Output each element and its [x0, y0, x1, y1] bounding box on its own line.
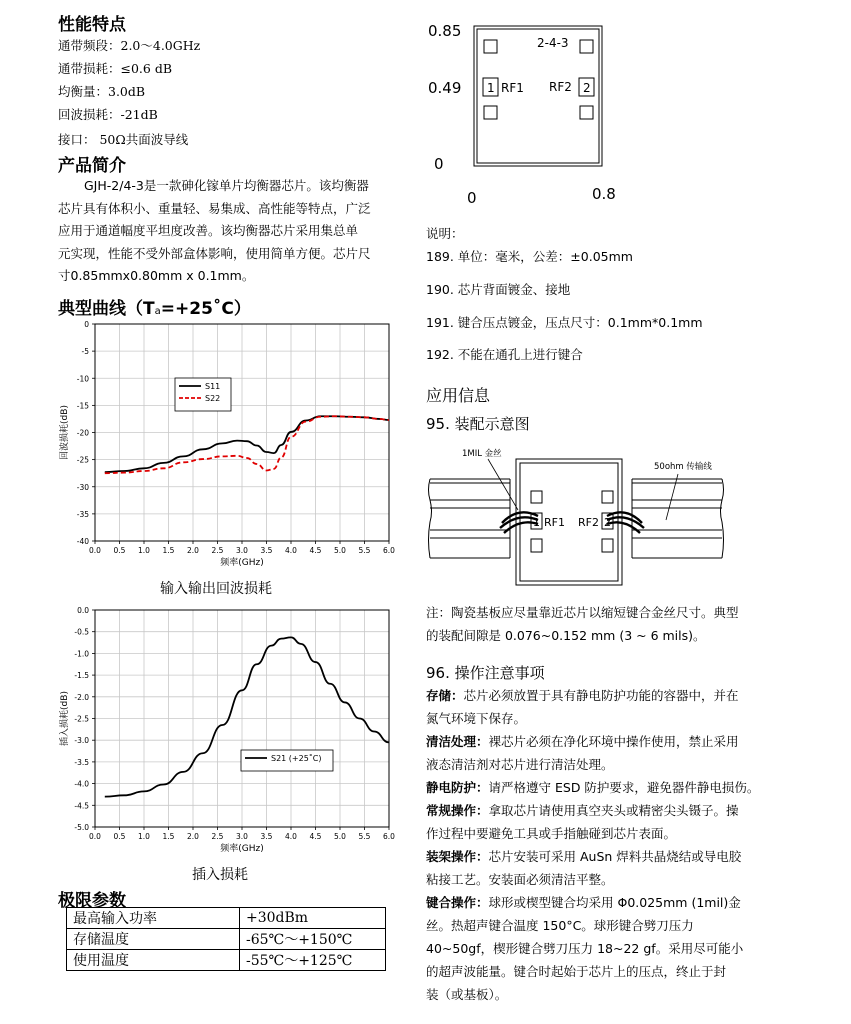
limits-table: [66, 907, 386, 971]
pad-1-label: 1: [533, 516, 540, 529]
bond-pad: [484, 106, 497, 119]
y-axis-label: 回波损耗(dB): [60, 405, 70, 460]
outline-x-right: 0.8: [592, 185, 616, 203]
series-line-s11: [105, 416, 389, 472]
x-tick-label: 4.5: [309, 546, 322, 555]
rf1-label: RF1: [501, 81, 524, 95]
limit-name: 存储温度: [67, 929, 240, 950]
x-tick-label: 5.0: [334, 546, 346, 555]
rf1-label: RF1: [544, 516, 565, 529]
x-tick-label: 2.5: [211, 546, 224, 555]
left-substrate: [429, 479, 511, 558]
esd-label: 静电防护：: [426, 780, 489, 795]
limit-name: 最高输入功率: [67, 908, 240, 929]
bonding-line: 丝。热超声键合温度 150°C。球形键合劈刀压力: [426, 918, 694, 933]
outline-y-bottom: 0: [434, 155, 444, 173]
precautions-title: 96. 操作注意事项: [426, 664, 545, 682]
y-tick-label: -2.5: [74, 714, 89, 724]
intro-line: 寸0.85mmx0.80mm x 0.1mm。: [58, 268, 255, 283]
bonding-line: 的超声波能量。键合时起始于芯片上的压点，终止于封: [426, 964, 727, 979]
y-tick-label: -5.0: [74, 823, 89, 832]
x-tick-label: 0.0: [89, 546, 101, 555]
outline-y-mid: 0.49: [428, 79, 462, 97]
y-tick-label: -40: [76, 537, 89, 546]
pad-1-label: 1: [487, 81, 495, 95]
y-tick-label: -4.0: [74, 779, 89, 789]
x-tick-label: 1.0: [138, 832, 150, 841]
return-loss-caption: 输入输出回波损耗: [160, 581, 272, 597]
x-tick-label: 4.0: [285, 546, 297, 555]
table-row: [67, 950, 386, 971]
bonding-line: 40~50gf，楔形键合劈刀压力 18~22 gf。采用尽可能小: [426, 941, 744, 956]
y-tick-label: -3.5: [74, 757, 89, 767]
y-tick-label: -5: [81, 347, 89, 357]
x-tick-label: 6.0: [383, 546, 395, 555]
legend-label: S11: [205, 382, 221, 391]
curves-title-main: 典型曲线（T: [58, 299, 155, 319]
chip-name-label: 2-4-3: [537, 36, 569, 50]
bond-pad: [580, 106, 593, 119]
mounting-line: 芯片安装可采用 AuSn 焊料共晶烧结或导电胶: [488, 849, 742, 864]
right-substrate: [632, 479, 724, 558]
return-loss-chart: [55, 316, 400, 576]
x-tick-label: 2.0: [187, 832, 199, 841]
x-tick-label: 5.0: [334, 832, 346, 841]
intro-line: 元实现，性能不受外部盒体影响，使用简单方便。芯片尺: [58, 245, 371, 261]
limit-value: -55℃～+125℃: [240, 950, 386, 971]
y-tick-label: -20: [76, 428, 89, 438]
bonding-line: 装（或基板）。: [426, 987, 508, 1002]
series-line-s22: [105, 416, 389, 473]
bond-pad: [484, 40, 497, 53]
table-row: [67, 908, 386, 929]
note-item: 192. 不能在通孔上进行键合: [426, 347, 583, 362]
x-tick-label: 2.0: [187, 546, 199, 555]
bond-pad: [531, 539, 542, 552]
x-axis-label: 频率(GHz): [220, 558, 264, 568]
x-tick-label: 0.5: [113, 832, 126, 841]
storage-line: 氮气环境下保存。: [426, 711, 527, 726]
feature-equalization: 均衡量：3.0dB: [58, 84, 146, 99]
curves-title-sub: a: [154, 306, 161, 317]
pad-2-label: 2: [604, 516, 611, 529]
x-tick-label: 5.5: [358, 832, 371, 841]
storage-line: 芯片必须放置于具有静电防护功能的容器中，并在: [463, 688, 739, 703]
intro-line: 芯片具有体积小、重量轻、易集成、高性能等特点，广泛: [58, 200, 371, 216]
limit-value: +30dBm: [240, 908, 386, 929]
x-tick-label: 0.5: [113, 546, 126, 555]
outline-x-left: 0: [467, 189, 477, 206]
intro-line: 应用于通道幅度平坦度改善。该均衡器芯片采用集总单: [58, 223, 359, 238]
x-tick-label: 1.5: [162, 832, 175, 841]
bonding-line: 球形或楔型键合均采用 Φ0.025mm (1mil)金: [488, 895, 741, 910]
y-tick-label: -1.0: [74, 649, 89, 659]
y-tick-label: -4.5: [74, 801, 89, 811]
intro-title: 产品简介: [58, 156, 126, 176]
curves-title-end: =+25˚C）: [160, 299, 251, 319]
y-tick-label: -2.0: [74, 692, 89, 702]
x-tick-label: 5.5: [358, 546, 371, 555]
y-tick-label: 0: [84, 320, 89, 329]
note-item: 190. 芯片背面镀金、接地: [426, 282, 571, 297]
bond-pad: [602, 539, 613, 552]
storage-label: 存储：: [426, 688, 464, 703]
y-tick-label: -35: [76, 509, 89, 519]
feature-passband: 通带频段：2.0～4.0GHz: [58, 38, 201, 53]
legend-box: [175, 378, 231, 411]
x-tick-label: 3.0: [236, 832, 248, 841]
y-axis-label: 插入损耗(dB): [60, 691, 70, 746]
y-tick-label: -10: [76, 374, 89, 384]
application-title: 应用信息: [426, 386, 491, 405]
esd-line: 请严格遵守 ESD 防护要求，避免器件静电损伤。: [488, 780, 760, 795]
handling-line: 作过程中要避免工具或手指触碰到芯片表面。: [426, 826, 677, 841]
bond-pad: [531, 491, 542, 503]
x-tick-label: 0.0: [89, 832, 101, 841]
pad-2-label: 2: [583, 81, 591, 95]
y-tick-label: -15: [76, 401, 89, 411]
mounting-line: 粘接工艺。安装面必须清洁平整。: [426, 872, 614, 887]
handling-line: 拿取芯片请使用真空夹头或精密尖头镊子。操: [488, 803, 739, 818]
feature-return-loss: 回波损耗：-21dB: [58, 107, 158, 122]
y-tick-label: 0.0: [77, 606, 89, 615]
chip-outline-diagram: [420, 16, 630, 206]
limits-title: 极限参数: [58, 891, 126, 911]
limit-value: -65℃～+150℃: [240, 929, 386, 950]
feature-interface: 接口： 50Ω共面波导线: [58, 132, 189, 147]
cleaning-line: 裸芯片必须在净化环境中操作使用，禁止采用: [488, 734, 739, 749]
cleaning-label: 清洁处理：: [426, 734, 489, 749]
wire-pointer: [488, 459, 518, 510]
cleaning-line: 液态清洁剂对芯片进行清洁处理。: [426, 757, 614, 772]
x-tick-label: 3.5: [260, 546, 273, 555]
limit-name: 使用温度: [67, 950, 240, 971]
note-item: 191. 键合压点镀金，压点尺寸：0.1mm*0.1mm: [426, 315, 703, 330]
legend-label: S22: [205, 394, 221, 403]
line-label: 50ohm 传输线: [654, 462, 712, 472]
bonding-label: 键合操作：: [426, 895, 489, 910]
y-tick-label: -1.5: [74, 671, 89, 681]
outline-y-top: 0.85: [428, 22, 462, 40]
mounting-label: 装架操作：: [426, 849, 489, 864]
x-tick-label: 2.5: [211, 832, 224, 841]
x-tick-label: 3.5: [260, 832, 273, 841]
y-tick-label: -3.0: [74, 736, 89, 746]
insertion-loss-caption: 插入损耗: [192, 867, 248, 883]
x-tick-label: 1.0: [138, 546, 150, 555]
y-tick-label: -0.5: [74, 627, 89, 637]
x-tick-label: 4.5: [309, 832, 322, 841]
intro-text: [58, 175, 398, 288]
x-tick-label: 3.0: [236, 546, 248, 555]
x-tick-label: 4.0: [285, 832, 297, 841]
x-axis-label: 频率(GHz): [220, 844, 264, 854]
assembly-note-2: 的装配间隙是 0.076~0.152 mm (3 ~ 6 mils)。: [426, 628, 706, 643]
rf2-label: RF2: [549, 80, 572, 94]
wire-label: 1MIL 金丝: [462, 449, 502, 459]
intro-line: GJH-2/4-3是一款砷化镓单片均衡器芯片。该均衡器: [84, 178, 369, 193]
x-tick-label: 1.5: [162, 546, 175, 555]
features-title: 性能特点: [58, 15, 126, 35]
insertion-loss-chart: [55, 602, 400, 862]
line-pointer: [666, 474, 678, 520]
y-tick-label: -30: [76, 482, 89, 492]
note-item: 189. 单位：毫米，公差：±0.05mm: [426, 249, 633, 264]
notes-title: 说明：: [426, 226, 464, 241]
bond-pad: [580, 40, 593, 53]
legend-label: S21 (+25˚C): [271, 754, 322, 763]
feature-loss: 通带损耗：≤0.6 dB: [58, 61, 173, 76]
table-row: [67, 929, 386, 950]
bond-pad: [602, 491, 613, 503]
series-line-s21: [105, 637, 389, 796]
precautions-text: [426, 684, 816, 1006]
y-tick-label: -25: [76, 455, 89, 465]
rf2-label: RF2: [578, 516, 599, 529]
x-tick-label: 6.0: [383, 832, 395, 841]
handling-label: 常规操作：: [426, 803, 489, 818]
assembly-diagram: [426, 442, 766, 602]
assembly-note-1: 注：陶瓷基板应尽量靠近芯片以缩短键合金丝尺寸。典型: [426, 605, 739, 620]
assembly-title: 95. 装配示意图: [426, 415, 530, 433]
